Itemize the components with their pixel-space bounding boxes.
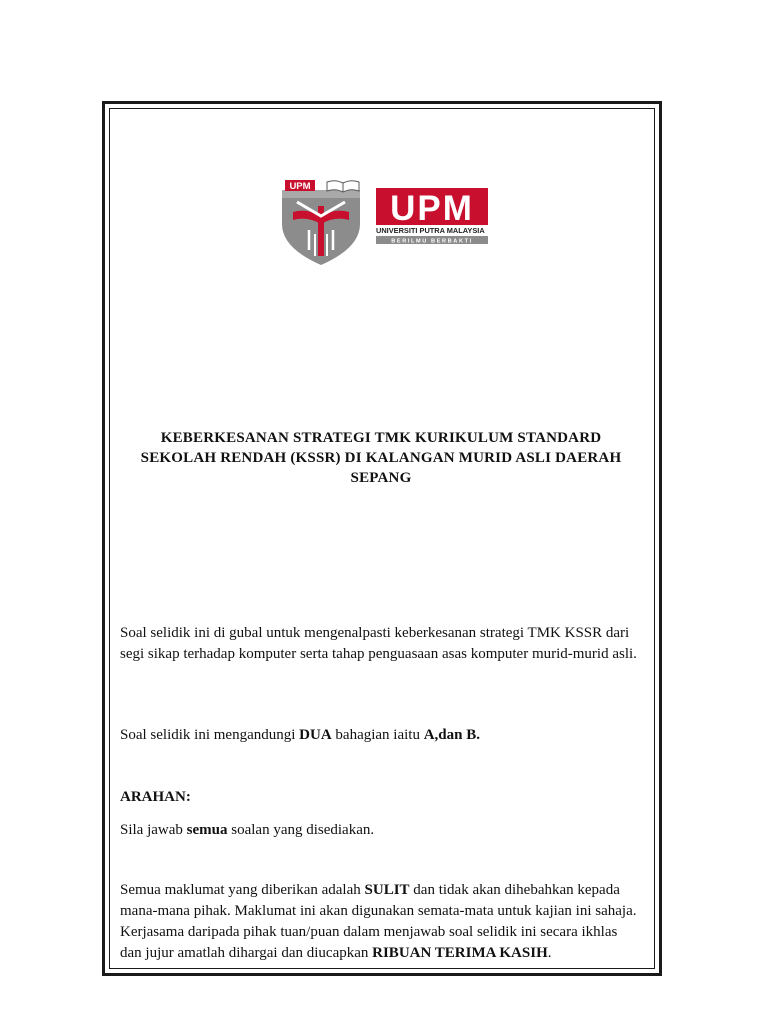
thanks-text: RIBUAN TERIMA KASIH	[372, 945, 548, 961]
upm-logo	[279, 176, 491, 266]
sections-parts: A,dan B.	[423, 727, 480, 743]
university-name: UNIVERSITI PUTRA MALAYSIA	[376, 226, 485, 235]
instructions-text-after: soalan yang disediakan.	[227, 822, 375, 838]
sections-text-before: Soal selidik ini mengandungi	[120, 727, 300, 743]
sections-count: DUA	[299, 727, 332, 743]
wordmark-text: UPM	[390, 189, 474, 228]
emblem-text: UPM	[289, 181, 311, 192]
motto: BERILMU BERBAKTI	[391, 238, 473, 245]
title-line-1: KEBERKESANAN STRATEGI TMK KURIKULUM STANDARD	[160, 430, 602, 446]
confidentiality-text-before: Semua maklumat yang diberikan adalah	[120, 882, 365, 898]
title-line-3: SEPANG	[350, 470, 412, 486]
instructions-emphasis: semua	[186, 822, 228, 838]
sections-paragraph	[120, 725, 642, 746]
title-line-2: SEKOLAH RENDAH (KSSR) DI KALANGAN MURID ASLI DAERAH	[140, 450, 622, 466]
confidentiality-text-middle: dan tidak akan dihebahkan kepada mana-mana pihak. Maklumat ini akan digunakan semata-mata untuk kajian ini sahaja. Kerjasama daripada pihak tuan/puan dalam menjawab soal selidik ini secara ikhlas dan jujur amatlah dihargai dan diucapkan	[120, 882, 637, 961]
instructions-paragraph	[120, 820, 642, 841]
confidentiality-emphasis: SULIT	[364, 882, 410, 898]
instructions-heading: ARAHAN:	[120, 789, 191, 805]
upm-wordmark	[376, 188, 488, 245]
upm-emblem	[282, 180, 360, 265]
instructions-text-before: Sila jawab	[120, 822, 187, 838]
confidentiality-text-end: .	[547, 945, 552, 961]
sections-text-middle: bahagian iaitu	[331, 727, 424, 743]
confidentiality-paragraph	[120, 880, 642, 964]
intro-paragraph: Soal selidik ini di gubal untuk mengenalpasti keberkesanan strategi TMK KSSR dari segi sikap terhadap komputer serta tahap penguasaan asas komputer murid-murid asli.	[120, 625, 637, 662]
document-title	[120, 428, 642, 488]
